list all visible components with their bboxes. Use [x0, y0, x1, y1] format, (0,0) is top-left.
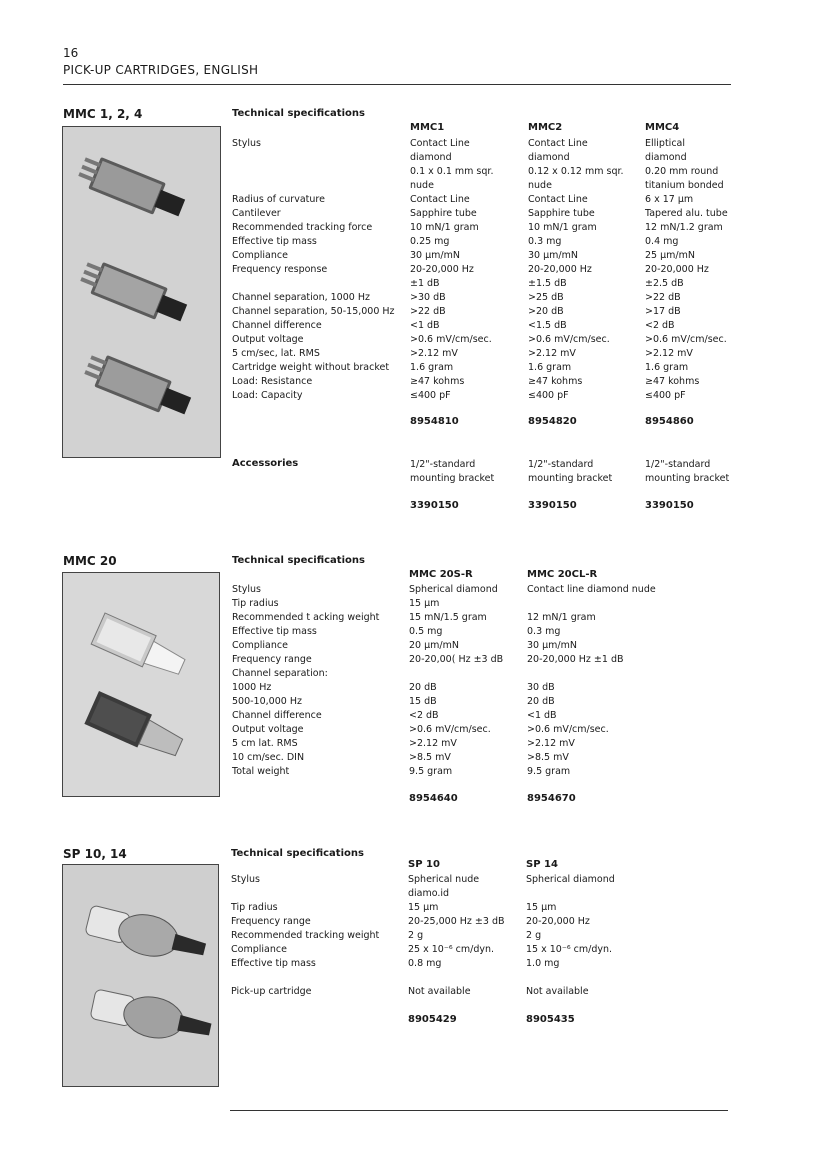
spec-value: 0.5 mg — [409, 626, 443, 637]
spec-value: >2.12 mV — [410, 348, 458, 359]
spec-value: diamond — [410, 152, 452, 163]
spec-label: Radius of curvature — [232, 194, 325, 205]
spec-value: >2.12 mV — [645, 348, 693, 359]
spec-value: Spherical diamond — [526, 874, 615, 885]
spec-value: <1 dB — [527, 710, 557, 721]
spec-value: 15 dB — [409, 696, 437, 707]
section-title-sp1014: SP 10, 14 — [63, 847, 127, 861]
part-number: 8954640 — [409, 793, 458, 804]
spec-value: diamond — [528, 152, 570, 163]
page-number: 16 — [63, 46, 79, 60]
accessory-part-number: 3390150 — [410, 500, 459, 511]
spec-label: Recommended t acking weight — [232, 612, 380, 623]
spec-label: Pick-up cartridge — [231, 986, 312, 997]
spec-label: Load: Resistance — [232, 376, 313, 387]
spec-label: Frequency range — [231, 916, 311, 927]
spec-label: Channel separation: — [232, 668, 328, 679]
spec-value: 6 x 17 µm — [645, 194, 694, 205]
model-sp14: SP 14 — [526, 859, 558, 870]
spec-label: Frequency range — [232, 654, 312, 665]
spec-value: 20-20,000 Hz ±1 dB — [527, 654, 624, 665]
spec-label: Tip radius — [231, 902, 278, 913]
spec-value: diamo.id — [408, 888, 450, 899]
accessory-line: 1/2"-standard — [410, 459, 476, 470]
spec-value: 20 µm/mN — [409, 640, 459, 651]
spec-label: Frequency response — [232, 264, 328, 275]
spec-label: Load: Capacity — [232, 390, 303, 401]
header-rule — [63, 84, 731, 85]
spec-label: Channel separation, 50-15,000 Hz — [232, 306, 395, 317]
spec-value: Spherical nude — [408, 874, 480, 885]
spec-label: Effective tip mass — [232, 626, 317, 637]
part-number: 8905435 — [526, 1014, 575, 1025]
spec-value: 1.6 gram — [410, 362, 454, 373]
spec-label: Channel difference — [232, 320, 322, 331]
spec-value: >2.12 mV — [409, 738, 457, 749]
spec-value: >17 dB — [645, 306, 681, 317]
spec-value: 2 g — [526, 930, 542, 941]
spec-value: Sapphire tube — [528, 208, 595, 219]
footer-rule — [230, 1110, 728, 1111]
spec-value: 20-20,000 Hz — [526, 916, 590, 927]
spec-value: 20 dB — [527, 696, 555, 707]
spec-value: ≤400 pF — [410, 390, 451, 401]
spec-value: 0.20 mm round — [645, 166, 719, 177]
spec-value: 0.3 mg — [527, 626, 561, 637]
spec-label: Total weight — [232, 766, 290, 777]
spec-label: Stylus — [232, 584, 261, 595]
accessory-part-number: 3390150 — [645, 500, 694, 511]
spec-value: 20-25,000 Hz ±3 dB — [408, 916, 505, 927]
spec-heading-mmc20: Technical specifications — [232, 555, 365, 566]
spec-value: 0.1 x 0.1 mm sqr. — [410, 166, 494, 177]
spec-label: Channel difference — [232, 710, 322, 721]
spec-value: 15 mN/1.5 gram — [409, 612, 487, 623]
spec-value: Contact Line — [528, 194, 588, 205]
spec-value: titanium bonded — [645, 180, 724, 191]
model-mmc20cl-r: MMC 20CL-R — [527, 569, 598, 580]
model-sp10: SP 10 — [408, 859, 440, 870]
accessory-line: mounting bracket — [645, 473, 730, 484]
spec-label: 500-10,000 Hz — [232, 696, 302, 707]
model-mmc2: MMC2 — [528, 122, 563, 133]
spec-label: Stylus — [232, 138, 261, 149]
spec-heading-sp1014: Technical specifications — [231, 848, 364, 859]
spec-value: ≤400 pF — [645, 390, 686, 401]
spec-value: 25 x 10⁻⁶ cm/dyn. — [408, 944, 495, 955]
spec-value: 30 µm/mN — [410, 250, 460, 261]
spec-value: 20-20,000 Hz — [410, 264, 474, 275]
accessory-line: 1/2"-standard — [528, 459, 594, 470]
spec-value: >30 dB — [410, 292, 446, 303]
model-mmc4: MMC4 — [645, 122, 680, 133]
spec-label: Effective tip mass — [231, 958, 316, 969]
spec-value: >8.5 mV — [409, 752, 451, 763]
spec-value: ±1 dB — [410, 278, 440, 289]
spec-value: >22 dB — [410, 306, 446, 317]
spec-value: >0.6 mV/cm/sec. — [409, 724, 491, 735]
spec-value: >2.12 mV — [528, 348, 576, 359]
spec-value: 1.6 gram — [528, 362, 572, 373]
spec-label: 5 cm lat. RMS — [232, 738, 298, 749]
spec-label: Recommended tracking force — [232, 222, 373, 233]
spec-label: Output voltage — [232, 334, 304, 345]
spec-label: Recommended tracking weight — [231, 930, 380, 941]
spec-value: <1 dB — [410, 320, 440, 331]
spec-value: Sapphire tube — [410, 208, 477, 219]
spec-value: Contact Line — [410, 138, 470, 149]
spec-value: >8.5 mV — [527, 752, 569, 763]
spec-value: 9.5 gram — [527, 766, 571, 777]
spec-value: ±1.5 dB — [528, 278, 567, 289]
spec-value: 15 µm — [408, 902, 439, 913]
spec-value: 25 µm/mN — [645, 250, 695, 261]
spec-value: 10 mN/1 gram — [410, 222, 479, 233]
spec-value: 2 g — [408, 930, 424, 941]
spec-value: >22 dB — [645, 292, 681, 303]
accessories-label: Accessories — [232, 458, 299, 469]
spec-value: 30 µm/mN — [527, 640, 577, 651]
spec-value: 0.4 mg — [645, 236, 679, 247]
spec-value: 20 dB — [409, 682, 437, 693]
spec-value: >0.6 mV/cm/sec. — [410, 334, 492, 345]
spec-value: 20-20,000 Hz — [645, 264, 709, 275]
spec-value: 15 µm — [409, 598, 440, 609]
part-number: 8954810 — [410, 416, 459, 427]
spec-value: <2 dB — [645, 320, 675, 331]
spec-value: 10 mN/1 gram — [528, 222, 597, 233]
page-title: PICK-UP CARTRIDGES, ENGLISH — [63, 63, 259, 77]
spec-value: diamond — [645, 152, 687, 163]
spec-label: Tip radius — [232, 598, 279, 609]
spec-value: 9.5 gram — [409, 766, 453, 777]
spec-value: nude — [528, 180, 552, 191]
spec-label: Cartridge weight without bracket — [232, 362, 390, 373]
spec-value: 12 mN/1.2 gram — [645, 222, 723, 233]
spec-label: Channel separation, 1000 Hz — [232, 292, 370, 303]
spec-label: Output voltage — [232, 724, 304, 735]
spec-value: 0.12 x 0.12 mm sqr. — [528, 166, 624, 177]
part-number: 8954860 — [645, 416, 694, 427]
spec-value: 0.3 mg — [528, 236, 562, 247]
accessory-line: 1/2"-standard — [645, 459, 711, 470]
spec-value: Not available — [526, 986, 589, 997]
part-number: 8954820 — [528, 416, 577, 427]
spec-value: Contact Line — [528, 138, 588, 149]
spec-value: >25 dB — [528, 292, 564, 303]
photo-sp1014 — [62, 864, 219, 1087]
spec-value: >2.12 mV — [527, 738, 575, 749]
model-mmc20s-r: MMC 20S-R — [409, 569, 473, 580]
spec-value: >0.6 mV/cm/sec. — [528, 334, 610, 345]
spec-label: Cantilever — [232, 208, 281, 219]
spec-value: ≥47 kohms — [410, 376, 465, 387]
spec-value: ≥47 kohms — [528, 376, 583, 387]
spec-label: 10 cm/sec. DIN — [232, 752, 305, 763]
part-number: 8905429 — [408, 1014, 457, 1025]
spec-value: Contact Line — [410, 194, 470, 205]
spec-value: ≥47 kohms — [645, 376, 700, 387]
section-title-mmc20: MMC 20 — [63, 554, 117, 568]
spec-label: 1000 Hz — [232, 682, 272, 693]
spec-label: Compliance — [232, 250, 288, 261]
spec-heading-mmc124: Technical specifications — [232, 108, 365, 119]
spec-value: nude — [410, 180, 434, 191]
spec-value: Spherical diamond — [409, 584, 498, 595]
accessory-line: mounting bracket — [528, 473, 613, 484]
spec-value: 20-20,00( Hz ±3 dB — [409, 654, 504, 665]
spec-value: Contact line diamond nude — [527, 584, 656, 595]
model-mmc1: MMC1 — [410, 122, 445, 133]
spec-value: 15 µm — [526, 902, 557, 913]
spec-value: 1.6 gram — [645, 362, 689, 373]
spec-value: Not available — [408, 986, 471, 997]
accessory-line: mounting bracket — [410, 473, 495, 484]
spec-label: Compliance — [232, 640, 288, 651]
photo-mmc20 — [62, 572, 220, 797]
spec-label: Compliance — [231, 944, 287, 955]
spec-label: Effective tip mass — [232, 236, 317, 247]
part-number: 8954670 — [527, 793, 576, 804]
spec-value: 1.0 mg — [526, 958, 560, 969]
spec-label: Stylus — [231, 874, 260, 885]
section-title-mmc124: MMC 1, 2, 4 — [63, 107, 143, 121]
spec-value: 15 x 10⁻⁶ cm/dyn. — [526, 944, 613, 955]
spec-value: 0.8 mg — [408, 958, 442, 969]
spec-value: 0.25 mg — [410, 236, 450, 247]
spec-value: <1.5 dB — [528, 320, 567, 331]
spec-value: Elliptical — [645, 138, 685, 149]
spec-value: 30 µm/mN — [528, 250, 578, 261]
spec-label: 5 cm/sec, lat. RMS — [232, 348, 320, 359]
spec-value: ±2.5 dB — [645, 278, 684, 289]
spec-value: >0.6 mV/cm/sec. — [527, 724, 609, 735]
spec-value: 30 dB — [527, 682, 555, 693]
spec-value: Tapered alu. tube — [645, 208, 728, 219]
spec-value: >0.6 mV/cm/sec. — [645, 334, 727, 345]
photo-mmc124 — [62, 126, 221, 458]
accessory-part-number: 3390150 — [528, 500, 577, 511]
spec-value: 20-20,000 Hz — [528, 264, 592, 275]
spec-value: ≤400 pF — [528, 390, 569, 401]
spec-value: 12 mN/1 gram — [527, 612, 596, 623]
spec-value: <2 dB — [409, 710, 439, 721]
spec-value: >20 dB — [528, 306, 564, 317]
